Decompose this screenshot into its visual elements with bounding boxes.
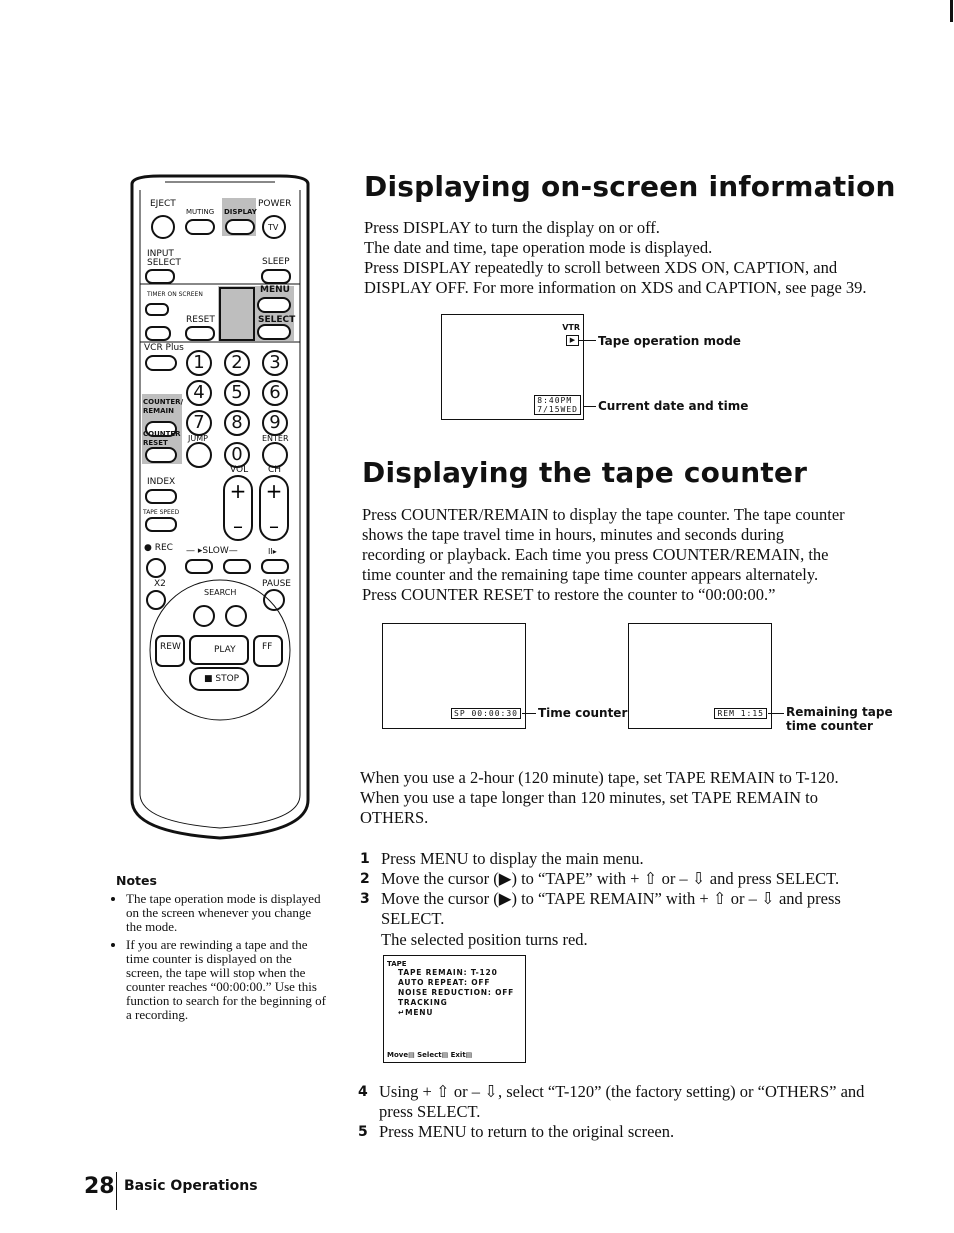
tape-menu-footer: Move▤ Select▤ Exit▤ [387,1051,473,1059]
digit-0-button: 0 [224,442,250,468]
input-select-label: INPUT SELECT [147,249,181,268]
section1-body [364,218,904,298]
remaining-tape-osd: REM 1:15 [714,708,767,719]
steps-list-2 [358,1082,908,1152]
digit-2-button: 2 [224,350,250,376]
time-text: 8:40PM [537,396,573,405]
body-line: OTHERS. [360,808,429,827]
index-label: INDEX [147,477,176,487]
vol-label: VOL [230,465,249,475]
rec-label: ● REC [144,543,173,553]
time-counter-leader [522,713,536,714]
body-line: recording or playback. Each time you press COUNTER/REMAIN, the [362,545,829,564]
step-text: Move the cursor (▶) to “TAPE REMAIN” with + ⇧ or – ⇩ and press [381,889,841,908]
x2-label: X2 [154,579,166,589]
section2-title: Displaying the tape counter [362,456,808,489]
digit-1-button: 1 [186,350,212,376]
jump-label: JUMP [188,434,208,443]
slow-label: — ▸SLOW— [186,546,238,556]
remaining-tape-figure [628,623,772,729]
body-line: The date and time, tape operation mode is displayed. [364,238,713,257]
digit-4-button: 4 [186,380,212,406]
display-label: DISPLAY [224,208,257,216]
note-item: • If you are rewinding a tape and the time counter is displayed on the screen, the tape will stop when the counter reaches “00:00:00.” Use this function to search for the beginning of a recording. [126,938,328,1022]
body-line: Press DISPLAY to turn the display on or off. [364,218,660,237]
notes-section [116,873,328,1026]
footer-section-name: Basic Operations [124,1178,258,1194]
svg-text:+: + [229,479,247,503]
notes-title: Notes [116,873,157,888]
mode-leader-line [578,340,596,341]
remaining-tape-leader [768,713,784,714]
step-text: Press MENU to display the main menu. [381,849,644,868]
step-text: Using + ⇧ or – ⇩, select “T-120” (the factory setting) or “OTHERS” and [379,1082,865,1101]
date-text: 7/15WED [537,405,578,414]
body-line: shows the tape travel time in hours, minutes and seconds during [362,525,785,544]
time-counter-osd: SP 00:00:30 [451,708,521,719]
time-counter-figure [382,623,526,729]
footer-divider [116,1172,117,1210]
remaining-tape-label [786,705,893,733]
section1-title: Displaying on-screen information [364,170,896,203]
play-mode-icon: ▶ [566,335,579,346]
muting-label: MUTING [186,208,215,216]
onscreen-display-figure [441,314,584,420]
ch-label: CH [268,465,282,475]
remote-control-illustration [120,170,320,850]
digit-5-button: 5 [224,380,250,406]
body-line: Press DISPLAY repeatedly to scroll between XDS ON, CAPTION, and [364,258,838,277]
vtr-label: VTR [562,323,580,332]
slow-play-label: II▸ [268,547,277,556]
menu-label: MENU [260,285,290,295]
body-line: DISPLAY OFF. For more information on XDS and CAPTION, see page 39. [364,278,867,297]
step-number: 3 [360,891,370,907]
note-item: • The tape operation mode is displayed on the screen whenever you change the mode. [126,892,328,934]
body-line: time counter and the remaining tape time counter appears alternately. [362,565,819,584]
digit-3-button: 3 [262,350,288,376]
svg-text:–: – [233,514,243,538]
tape-menu-items [398,968,514,1018]
tape-menu-screen [383,955,526,1063]
search-label: SEARCH [204,588,237,597]
enter-label: ENTER [262,434,289,443]
step-text: SELECT. [381,909,445,928]
tv-label: TV [268,223,279,232]
step-text: Move the cursor (▶) to “TAPE” with + ⇧ or – ⇩ and press SELECT. [381,869,840,888]
page-number: 28 [84,1174,115,1199]
counter-reset-label: COUNTER RESET [143,430,181,447]
step-4-continuation [379,1102,480,1122]
tape-speed-label: TAPE SPEED [143,509,180,516]
digit-8-button: 8 [224,410,250,436]
pause-label: PAUSE [262,579,291,589]
select-label: SELECT [258,315,296,325]
tape-menu-item: TRACKING [398,998,448,1007]
date-time-osd [534,395,581,415]
step-number: 1 [360,851,370,867]
tape-menu-item: NOISE REDUCTION: OFF [398,988,515,997]
eject-label: EJECT [150,199,176,209]
rew-label: REW [160,642,181,652]
tape-menu-header: TAPE [387,960,407,968]
tape-remain-instructions [360,768,905,828]
remaining-tape-label-line1: Remaining tape [786,705,893,719]
vcr-plus-label: VCR Plus [144,343,184,353]
date-leader-line [584,406,596,407]
step-text: press SELECT. [379,1102,481,1121]
digit-6-button: 6 [262,380,288,406]
tape-menu-item: AUTO REPEAT: OFF [398,978,491,987]
digit-9-button: 9 [262,410,288,436]
body-line: Press COUNTER RESET to restore the counter to “00:00:00.” [362,585,776,604]
body-line: When you use a 2-hour (120 minute) tape, set TAPE REMAIN to T-120. [360,768,839,787]
svg-text:–: – [269,514,279,538]
current-date-time-label: Current date and time [598,399,749,413]
step-3-note [381,930,588,950]
step-number: 2 [360,871,370,887]
ff-label: FF [262,642,273,652]
timer-on-screen-label: TIMER ON SCREEN [147,291,203,298]
power-label: POWER [258,199,292,209]
reset-label: RESET [186,315,215,325]
tape-menu-item: TAPE REMAIN: T-120 [398,968,498,977]
sleep-label: SLEEP [262,257,290,267]
notes-list [116,892,328,1022]
body-line: Press COUNTER/REMAIN to display the tape counter. The tape counter [362,505,845,524]
body-line: When you use a tape longer than 120 minutes, set TAPE REMAIN to [360,788,819,807]
stop-label: ■ STOP [204,674,240,684]
step-number: 5 [358,1124,368,1140]
step-3-continuation [381,909,444,929]
counter-remain-label: COUNTER/ REMAIN [143,398,184,415]
play-label: PLAY [214,645,236,655]
time-counter-label: Time counter [538,706,628,720]
section2-body [362,505,907,605]
step-number: 4 [358,1084,368,1100]
step-text: Press MENU to return to the original screen. [379,1122,675,1141]
digit-7-button: 7 [186,410,212,436]
step-note-text: The selected position turns red. [381,930,588,949]
svg-text:+: + [265,479,283,503]
tape-operation-mode-label: Tape operation mode [598,334,741,348]
page-edge-mark [950,0,953,22]
tape-menu-item: ↵MENU [398,1008,434,1017]
remaining-tape-label-line2: time counter [786,719,873,733]
steps-list-1 [360,849,910,959]
